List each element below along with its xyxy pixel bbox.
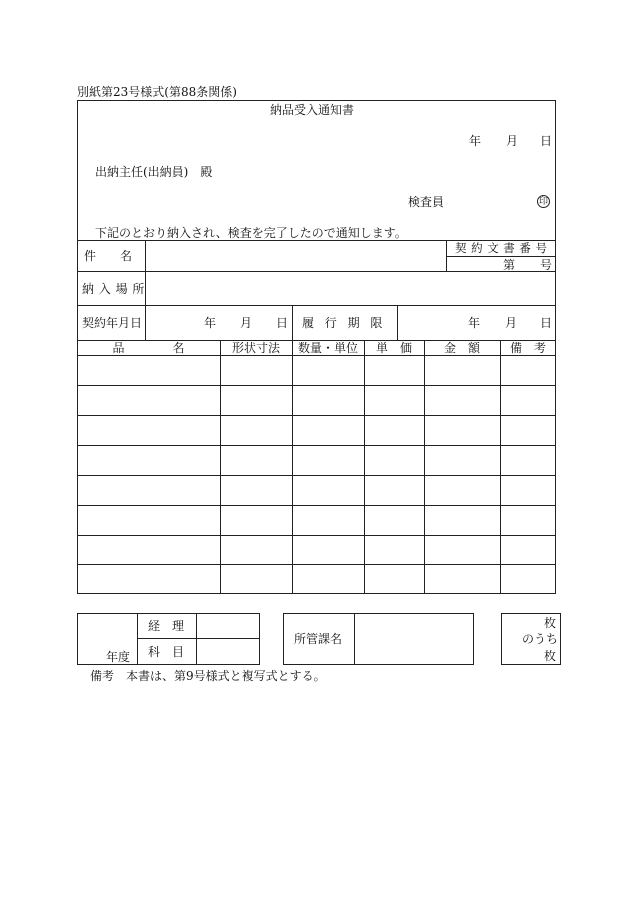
table-row — [77, 564, 556, 565]
contract-date-day: 日 — [276, 316, 289, 330]
date-month: 月 — [506, 134, 519, 148]
subject-label: 科 目 — [148, 645, 185, 659]
deadline-month: 月 — [505, 316, 518, 330]
contract-date-year: 年 — [204, 316, 217, 330]
divider — [77, 271, 556, 272]
col-header-shape: 形状寸法 — [231, 341, 280, 355]
divider — [446, 256, 556, 257]
divider — [77, 305, 556, 306]
date-day: 日 — [540, 134, 553, 148]
inspector-label: 検査員 — [408, 195, 445, 209]
deadline-year: 年 — [468, 316, 481, 330]
total-pages-label: 枚 — [544, 616, 557, 630]
item-name-label: 件 名 — [84, 249, 133, 263]
contract-doc-no-label: 契約文書番号 — [455, 241, 552, 255]
table-row — [77, 445, 556, 446]
form-number-label: 別紙第23号様式(第88条関係) — [77, 85, 237, 99]
col-divider — [364, 340, 365, 594]
of-label: のうち — [522, 632, 559, 646]
col-header-amount: 金 額 — [443, 341, 480, 355]
divider — [196, 613, 197, 665]
divider — [137, 613, 138, 665]
form-title: 納品受入通知書 — [270, 103, 355, 117]
col-divider — [220, 340, 221, 594]
divider — [354, 613, 355, 665]
table-row — [77, 385, 556, 386]
divider — [292, 305, 293, 340]
divider — [397, 305, 398, 340]
table-header-divider — [77, 355, 556, 356]
col-divider — [500, 340, 501, 594]
fiscal-year-label: 年度 — [106, 650, 131, 664]
col-header-remarks: 備 考 — [509, 341, 546, 355]
contract-date-label: 契約年月日 — [82, 316, 143, 330]
notice-text: 下記のとおり納入され、検査を完了したので通知します。 — [95, 226, 407, 240]
deadline-day: 日 — [540, 316, 553, 330]
contract-go: 号 — [540, 258, 553, 272]
table-row — [77, 415, 556, 416]
col-header-qty: 数量・単位 — [297, 341, 358, 355]
delivery-place-label: 納入場所 — [82, 282, 150, 296]
col-header-unit-price: 単 価 — [375, 341, 412, 355]
seal-stamp: 印 — [538, 197, 548, 207]
table-row — [77, 535, 556, 536]
table-row — [77, 475, 556, 476]
table-row — [77, 505, 556, 506]
col-divider — [292, 340, 293, 594]
contract-dai: 第 — [503, 258, 516, 272]
contract-date-month: 月 — [240, 316, 253, 330]
divider — [137, 638, 260, 639]
department-label: 所管課名 — [294, 632, 343, 646]
remark-note: 備考 本書は、第9号様式と複写式とする。 — [90, 669, 326, 683]
addressee: 出納主任(出納員) 殿 — [95, 165, 213, 179]
deadline-label: 履行期限 — [302, 316, 394, 330]
page-number-label: 枚 — [544, 649, 557, 663]
col-header-name: 品 名 — [112, 341, 185, 355]
col-divider — [424, 340, 425, 594]
date-year: 年 — [469, 134, 482, 148]
accounting-label: 経 理 — [148, 619, 185, 633]
